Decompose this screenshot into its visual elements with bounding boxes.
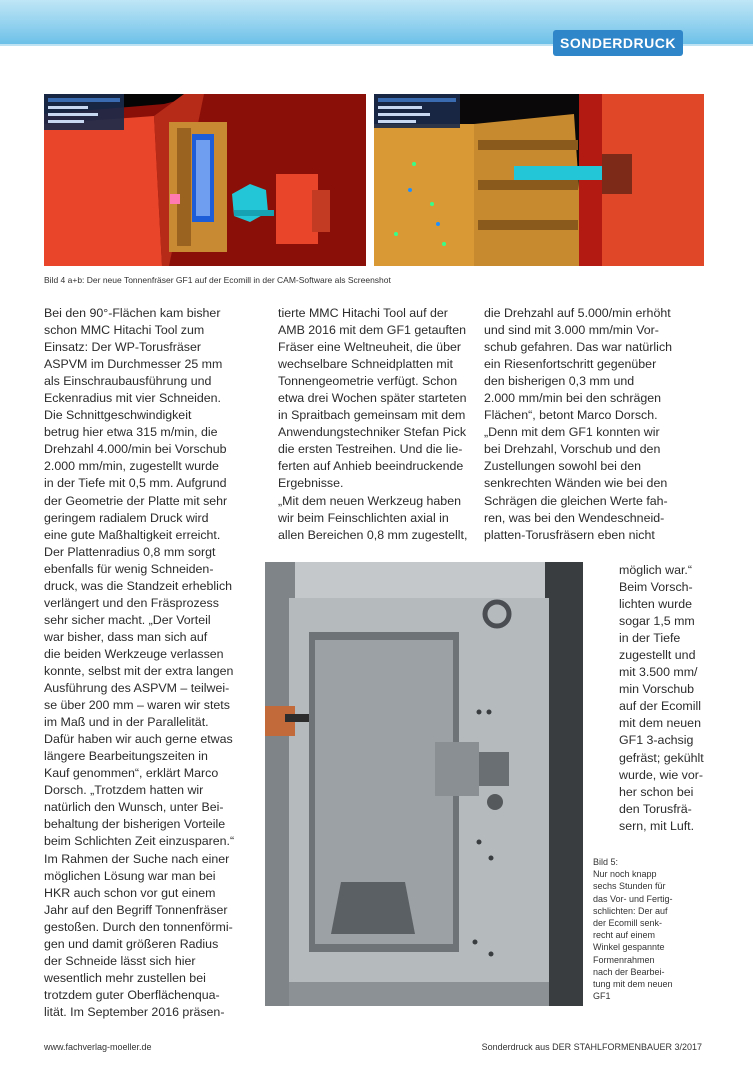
body-text-line: 2.000 mm/min bei den schrägen	[484, 391, 662, 406]
body-text-line: etwa drei Wochen später starteten	[278, 391, 467, 406]
body-text-line: ebenfalls für wenig Schneiden-	[44, 561, 214, 576]
body-text-line: sehr sicher macht. „Der Vorteil	[44, 612, 211, 627]
text-column-3	[484, 305, 714, 544]
body-text-line: mit dem neuen	[619, 716, 701, 731]
body-text-line: und sind mit 3.000 mm/min Vor-	[484, 323, 659, 338]
body-text-line: mit 3.500 mm/	[619, 665, 698, 680]
cam-screenshot-a	[44, 94, 366, 266]
body-text-line: Anwendungstechniker Stefan Pick	[278, 425, 467, 440]
body-text-line: den bisherigen 0,3 mm und	[484, 374, 635, 389]
body-text-line: platten-Torusfräsern eben nicht	[484, 527, 655, 542]
body-text-line: gefräst; gekühlt	[619, 750, 704, 765]
body-text-line: den Torusfrä-	[619, 801, 692, 816]
figure5-caption	[593, 856, 703, 1002]
body-text-line: natürlich den Wunsch, unter Bei-	[44, 800, 224, 815]
body-text-line: ren, was bei den Wendeschneid-	[484, 510, 665, 525]
caption-line: tung mit dem neuen	[593, 979, 673, 990]
body-text-line: Ausführung des ASPVM – teilwei-	[44, 681, 230, 696]
body-text-line: senkrechten Wänden wie bei den	[484, 476, 668, 491]
body-text-line: lität. Im September 2016 präsen-	[44, 1004, 225, 1019]
body-text-line: „Mit dem neuen Werkzeug haben	[278, 493, 461, 508]
body-text-line: Drehzahl 4.000/min bei Vorschub	[44, 442, 227, 457]
caption-line: recht auf einem	[593, 930, 656, 941]
body-text-line: Die Schnittgeschwindigkeit	[44, 408, 192, 423]
body-text-line: behaltung der bisherigen Vorteile	[44, 817, 226, 832]
body-text-line: Der Plattenradius 0,8 mm sorgt	[44, 544, 216, 559]
body-text-line: die beiden Werkzeuge verlassen	[44, 646, 224, 661]
caption-line: Bild 5:	[593, 857, 619, 867]
body-text-line: Tonnengeometrie verfügt. Schon	[278, 374, 458, 389]
body-text-line: längere Bearbeitungszeiten in	[44, 749, 208, 764]
body-text-line: in Spraitbach gemeinsam mit dem	[278, 408, 466, 423]
body-text-line: schub gefahren. Das war natürlich	[484, 340, 673, 355]
mould-frame-photo	[265, 562, 583, 1006]
body-text-line: se über 200 mm – waren wir stets	[44, 698, 230, 713]
body-text-line: war bisher, dass man sich auf	[44, 629, 208, 644]
body-text-line: Kauf genommen“, erklärt Marco	[44, 766, 219, 781]
body-text-line: wir beim Feinschlichten axial in	[278, 510, 449, 525]
body-text-line: HKR auch schon vor gut einem	[44, 885, 216, 900]
body-text-line: Schrägen die gleichen Werte fah-	[484, 493, 668, 508]
body-text-line: Fräser eine Weltneuheit, die über	[278, 340, 461, 355]
body-text-line: Dorsch. „Trotzdem hatten wir	[44, 783, 204, 798]
body-text-line: auf der Ecomill	[619, 699, 701, 714]
body-text-line: Dafür haben wir auch gerne etwas	[44, 732, 233, 747]
body-text-line: geringem radialem Druck wird	[44, 510, 209, 525]
body-text-line: Bei den 90°-Flächen kam bisher	[44, 306, 221, 320]
body-text-line: trotzdem guter Oberflächenqua-	[44, 987, 220, 1002]
body-text-line: verlängert und den Fräsprozess	[44, 595, 219, 610]
body-text-line: gestoßen. Durch den tonnenförmi-	[44, 919, 233, 934]
caption-line: schlichten: Der auf	[593, 905, 668, 916]
body-text-line: als Einschraubausführung und	[44, 374, 212, 389]
body-text-line: möglich war.“	[619, 563, 692, 577]
caption-line: Formenrahmen	[593, 954, 655, 965]
caption-line: das Vor- und Fertig-	[593, 893, 673, 904]
body-text-line: in der Tiefe	[619, 631, 681, 646]
body-text-line: betrug hier etwa 315 m/min, die	[44, 425, 218, 440]
body-text-line: ein Riesenfortschritt gegenüber	[484, 357, 657, 372]
body-text-line: beim Schlichten Zeit einzusparen.“	[44, 834, 235, 849]
body-text-line: der Schneide lässt sich hier	[44, 953, 196, 968]
body-text-line: tierte MMC Hitachi Tool auf der	[278, 306, 448, 320]
body-text-line: Im Rahmen der Suche nach einer	[44, 851, 230, 866]
body-text-line: wurde, wie vor-	[619, 767, 704, 782]
body-text-line: möglichen Lösung war man bei	[44, 868, 216, 883]
body-text-line: konnte, selbst mit der extra langen	[44, 663, 234, 678]
body-text-line: ferten auf Anhieb beeindruckende	[278, 459, 464, 474]
body-text-line: wechselbare Schneidplatten mit	[278, 357, 453, 372]
text-column-1	[44, 305, 264, 1021]
body-text-line: wesentlich mehr zustellen bei	[44, 970, 206, 985]
body-text-line: Flächen“, betont Marco Dorsch.	[484, 408, 658, 423]
body-text-line: ASPVM im Durchmesser 25 mm	[44, 357, 223, 372]
caption-line: nach der Bearbei-	[593, 966, 665, 977]
body-text-line: Ergebnisse.	[278, 476, 344, 491]
body-text-line: sogar 1,5 mm	[619, 614, 695, 629]
body-text-line: GF1 3-achsig	[619, 733, 694, 748]
body-text-line: Jahr auf den Begriff Tonnenfräser	[44, 902, 228, 917]
body-text-line: 2.000 mm/min, zugestellt wurde	[44, 459, 219, 474]
body-text-line: zugestellt und	[619, 648, 696, 663]
body-text-line: lichten wurde	[619, 597, 693, 612]
body-text-line: AMB 2016 mit dem GF1 getauften	[278, 323, 467, 338]
caption-line: GF1	[593, 991, 611, 1002]
body-text-line: „Denn mit dem GF1 konnten wir	[484, 425, 660, 440]
body-text-line: sern, mit Luft.	[619, 818, 695, 833]
body-text-line: in der Tiefe mit 0,5 mm. Aufgrund	[44, 476, 227, 491]
body-text-line: Eckenradius mit vier Schneiden.	[44, 391, 221, 406]
cam-screenshot-b	[374, 94, 704, 266]
sonderdruck-badge: SONDERDRUCK	[553, 30, 683, 56]
body-text-line: min Vorschub	[619, 682, 695, 697]
body-text-line: Zustellungen sowohl bei den	[484, 459, 642, 474]
body-text-line: her schon bei	[619, 784, 694, 799]
caption-line: Nur noch knapp	[593, 869, 657, 880]
body-text-line: schon MMC Hitachi Tool zum	[44, 323, 205, 338]
footer-website[interactable]: www.fachverlag-moeller.de	[44, 1042, 152, 1052]
body-text-line: Einsatz: Der WP-Torusfräser	[44, 340, 201, 355]
body-text-line: die ersten Testreihen. Und die lie-	[278, 442, 463, 457]
body-text-line: eine gute Maßhaltigkeit erreicht.	[44, 527, 221, 542]
figure4-caption: Bild 4 a+b: Der neue Tonnenfräser GF1 auf der Ecomill in der CAM-Software als Screenshot	[44, 275, 391, 285]
body-text-line: Beim Vorsch-	[619, 580, 693, 595]
footer-publication: Sonderdruck aus DER STAHLFORMENBAUER 3/2017	[481, 1042, 702, 1052]
body-text-line: bei Drehzahl, Vorschub und den	[484, 442, 661, 457]
caption-line: Winkel gespannte	[593, 942, 665, 953]
text-column-3-continued	[619, 562, 719, 835]
body-text-line: gen und damit größeren Radius	[44, 936, 219, 951]
body-text-line: allen Bereichen 0,8 mm zugestellt,	[278, 527, 468, 542]
body-text-line: im Maß und in der Parallelität.	[44, 715, 209, 730]
caption-line: sechs Stunden für	[593, 881, 666, 892]
caption-line: der Ecomill senk-	[593, 918, 663, 929]
body-text-line: der Geometrie der Platte mit sehr	[44, 493, 228, 508]
body-text-line: die Drehzahl auf 5.000/min erhöht	[484, 306, 671, 320]
text-column-2	[278, 305, 488, 544]
body-text-line: druck, was die Standzeit erheblich	[44, 578, 233, 593]
